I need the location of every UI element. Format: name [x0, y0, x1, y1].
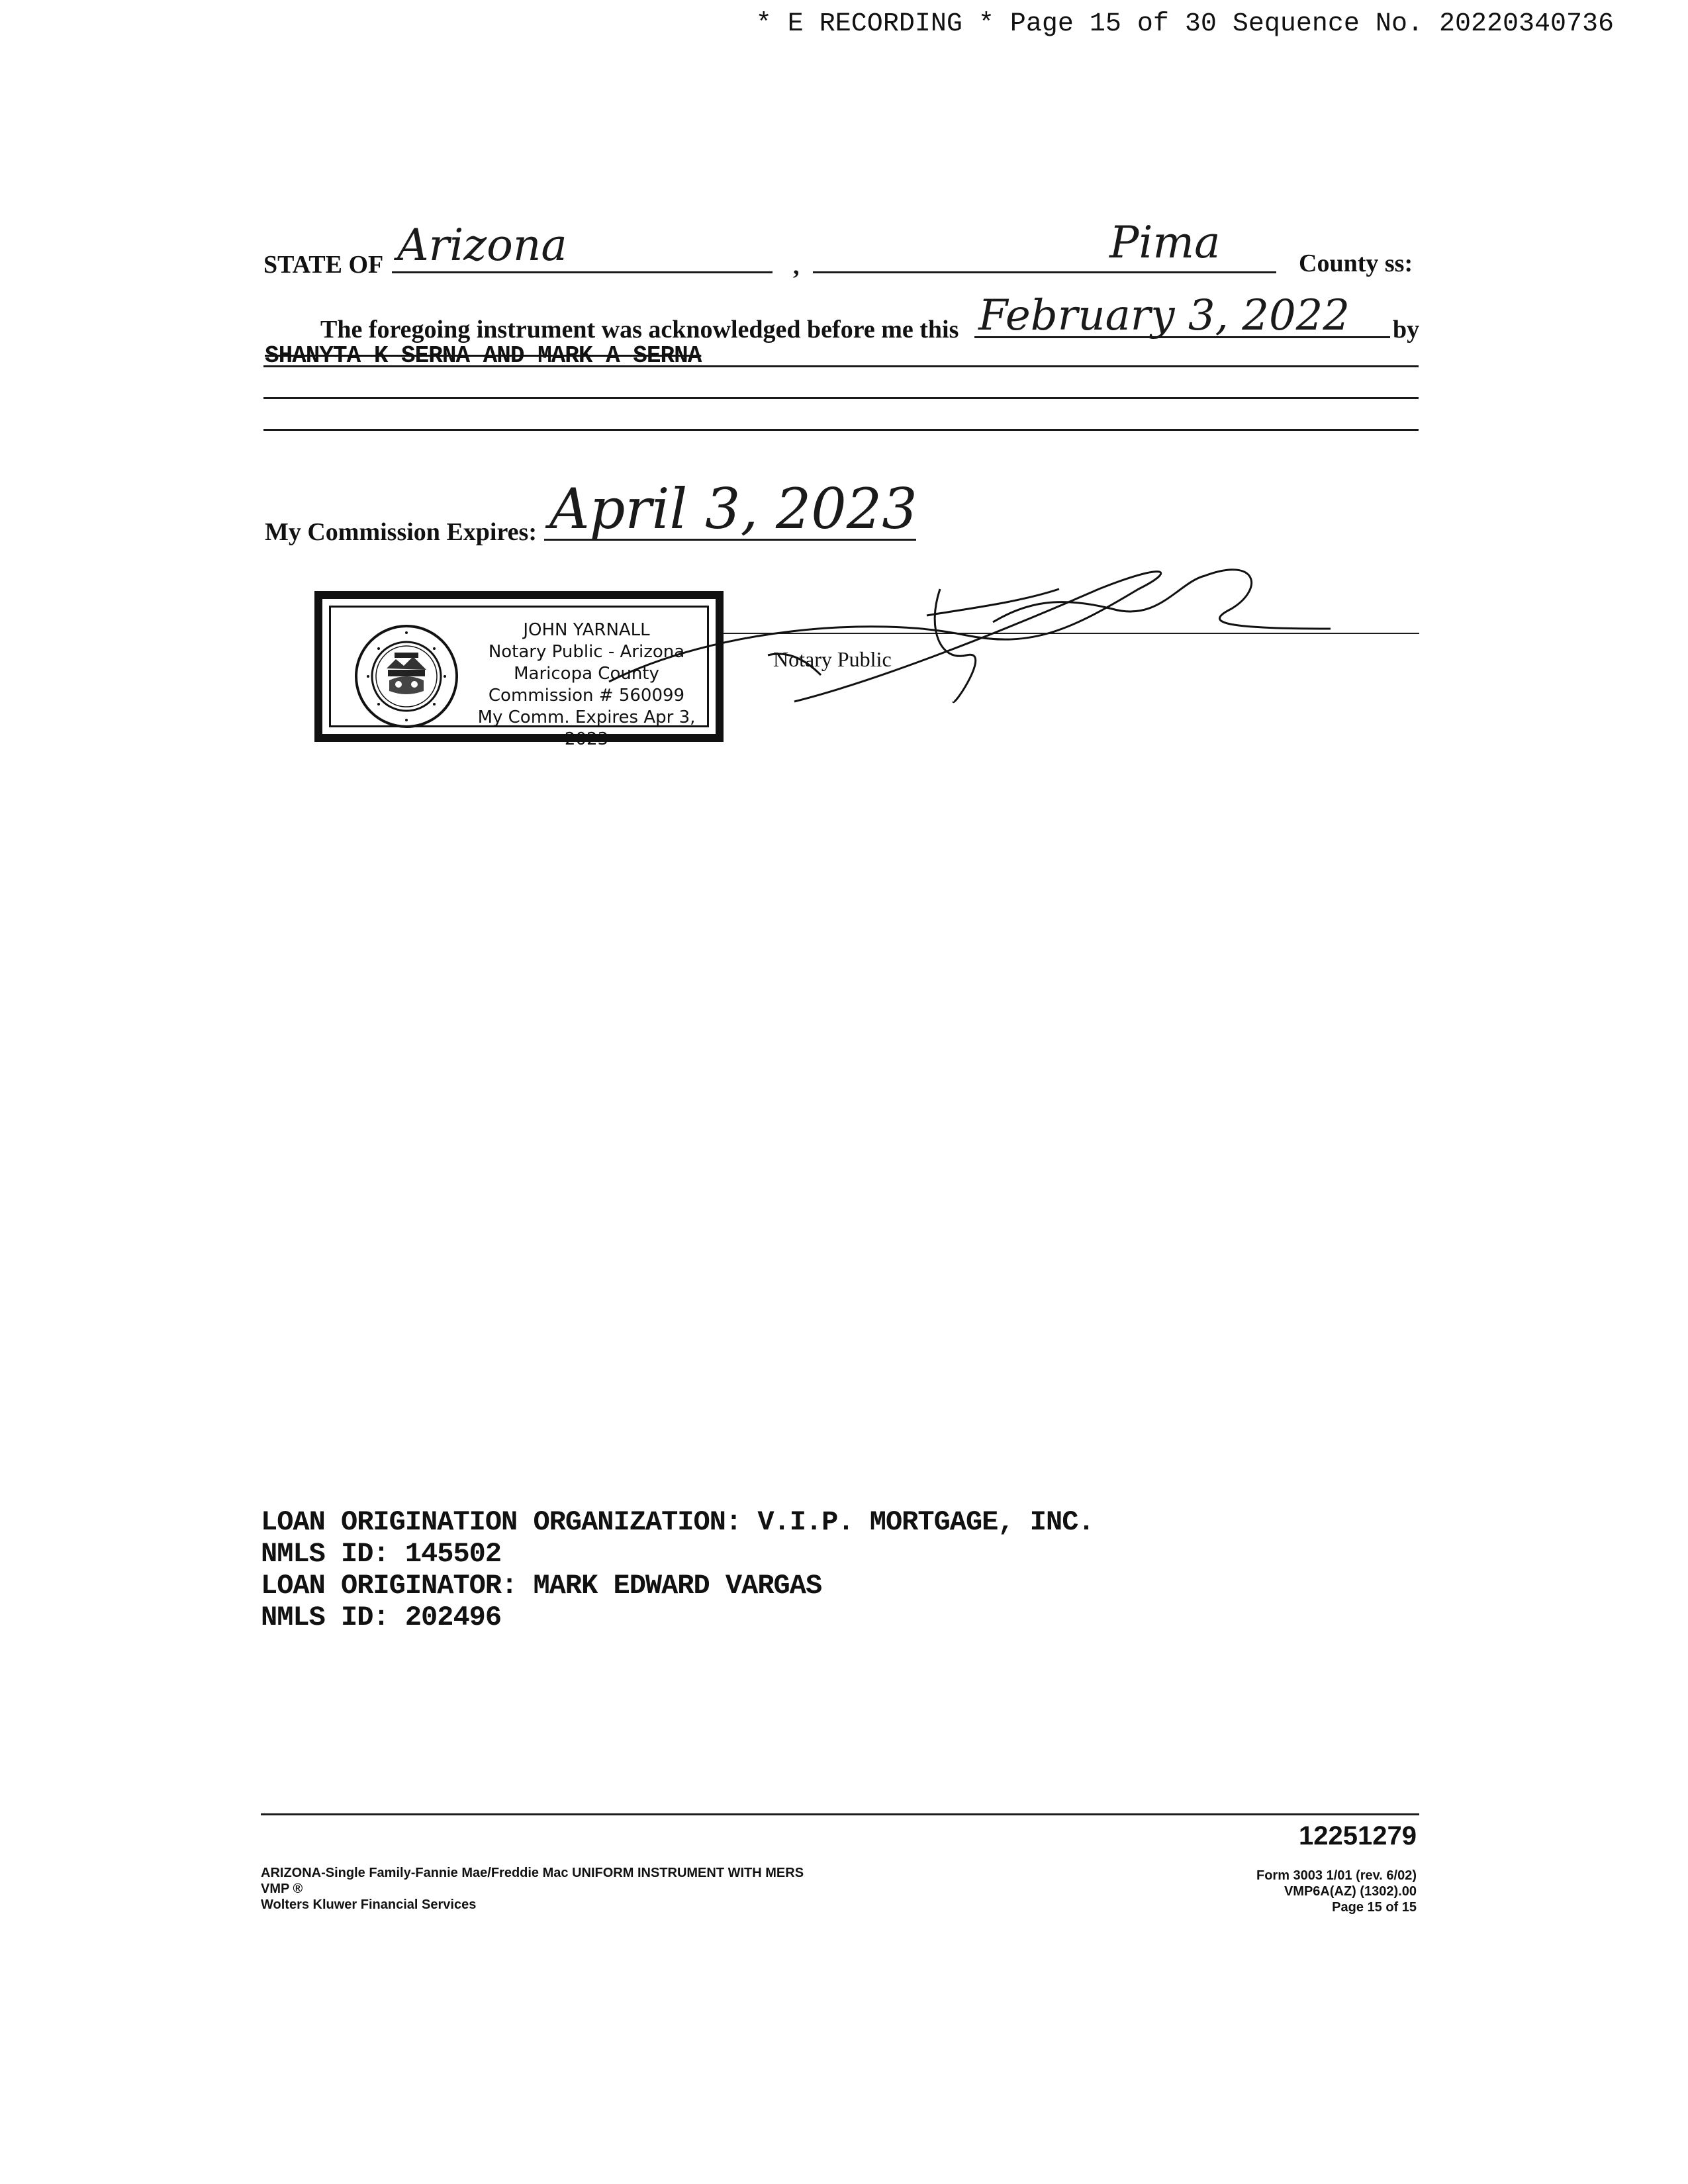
arizona-state-seal-icon: [353, 623, 459, 729]
commission-expires-label: My Commission Expires:: [265, 518, 537, 546]
state-of-label: STATE OF: [263, 251, 384, 279]
footer-publisher: Wolters Kluwer Financial Services: [261, 1897, 477, 1912]
recording-header: * E RECORDING * Page 15 of 30 Sequence No. 20220340736: [755, 9, 1614, 39]
footer-right: [1256, 1868, 1417, 1915]
acknowledgment-date-handwritten: February 3, 2022: [978, 291, 1350, 340]
footer-form-description: ARIZONA-Single Family-Fannie Mae/Freddie Mac UNIFORM INSTRUMENT WITH MERS: [261, 1866, 804, 1880]
signers-underline: [263, 365, 1419, 367]
notary-name: JOHN YARNALL: [523, 620, 650, 640]
blank-line-1: [263, 397, 1419, 399]
foregoing-text: The foregoing instrument was acknowledged before me this: [320, 316, 959, 343]
state-county-comma: ,: [793, 252, 800, 280]
signers-names: SHANYTA K SERNA AND MARK A SERNA: [265, 342, 702, 369]
notary-county: Maricopa County: [514, 664, 659, 684]
footer-vmp: VMP ®: [261, 1882, 303, 1896]
state-underline: [392, 271, 773, 273]
county-handwritten: Pima: [1109, 217, 1221, 268]
footer-left: [261, 1865, 804, 1913]
footer-page-number: Page 15 of 15: [1332, 1900, 1417, 1915]
footer-form-number: Form 3003 1/01 (rev. 6/02): [1256, 1868, 1417, 1883]
notary-commission-number: Commission # 560099: [488, 686, 685, 705]
organization-nmls-id: NMLS ID: 145502: [261, 1538, 502, 1570]
by-label: by: [1393, 316, 1420, 343]
footer-rule: [261, 1813, 1419, 1815]
notary-public-label: Notary Public: [773, 647, 892, 671]
state-handwritten: Arizona: [397, 220, 567, 271]
loan-originator: LOAN ORIGINATOR: MARK EDWARD VARGAS: [261, 1570, 822, 1602]
notary-commission-expires: My Comm. Expires Apr 3, 2023: [477, 707, 696, 749]
notary-title: Notary Public - Arizona: [488, 642, 685, 662]
county-label: County ss:: [1299, 250, 1413, 277]
commission-expires-handwritten: April 3, 2023: [549, 477, 917, 541]
blank-line-2: [263, 429, 1419, 431]
notary-signature-icon: [596, 549, 1337, 715]
originator-nmls-id: NMLS ID: 202496: [261, 1602, 502, 1633]
loan-number: 12251279: [1299, 1821, 1417, 1850]
county-underline: [813, 271, 1276, 273]
footer-vmp-code: VMP6A(AZ) (1302).00: [1284, 1884, 1417, 1899]
loan-origination-organization: LOAN ORIGINATION ORGANIZATION: V.I.P. MORTGAGE, INC.: [261, 1506, 1094, 1538]
